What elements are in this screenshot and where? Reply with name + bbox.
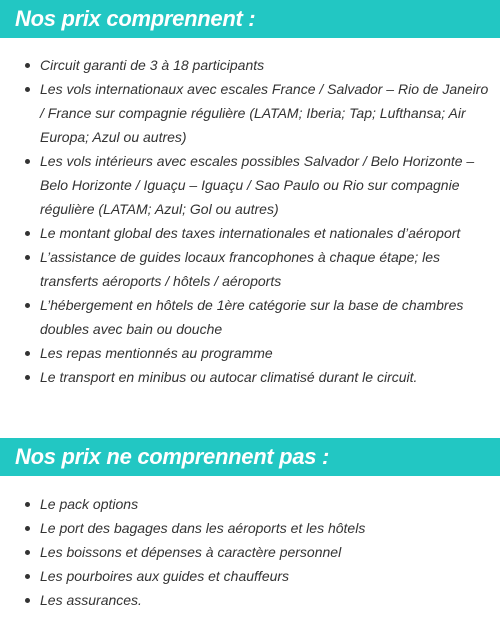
list-item [0, 492, 500, 516]
list-item-text: Les pourboires aux guides et chauffeurs [40, 568, 290, 584]
bullet-icon [25, 351, 30, 356]
bullet-icon [25, 574, 30, 579]
included-list [0, 53, 500, 389]
list-item [0, 516, 500, 540]
list-item [0, 53, 500, 77]
list-item-text: Le montant global des taxes internationales et nationales d’aéroport [40, 225, 461, 241]
excluded-section-title: Nos prix ne comprennent pas : [0, 438, 500, 476]
bullet-icon [25, 159, 30, 164]
list-item [0, 221, 500, 245]
excluded-list [0, 492, 500, 612]
bullet-icon [25, 375, 30, 380]
list-item-text: Circuit garanti de 3 à 18 participants [40, 57, 265, 73]
included-section-title: Nos prix comprennent : [0, 0, 500, 38]
bullet-icon [25, 87, 30, 92]
list-item [0, 293, 500, 341]
bullet-icon [25, 255, 30, 260]
bullet-icon [25, 231, 30, 236]
bullet-icon [25, 502, 30, 507]
list-item [0, 341, 500, 365]
list-item [0, 149, 500, 221]
list-item [0, 588, 500, 612]
list-item-text: Le pack options [40, 496, 139, 512]
bullet-icon [25, 526, 30, 531]
list-item-text: Les vols internationaux avec escales France / Salvador – Rio de Janeiro / France sur compagnie régulière (LATAM; Iberia; Tap; Lufthansa; Air Europa; Azul ou autres) [40, 81, 489, 145]
list-item-text: L’hébergement en hôtels de 1ère catégorie sur la base de chambres doubles avec bain ou douche [40, 297, 464, 337]
list-item-text: Les assurances. [40, 592, 142, 608]
list-item-text: Les boissons et dépenses à caractère personnel [40, 544, 342, 560]
list-item-text: Les repas mentionnés au programme [40, 345, 273, 361]
bullet-icon [25, 550, 30, 555]
list-item-text: Le transport en minibus ou autocar climatisé durant le circuit. [40, 369, 418, 385]
list-item [0, 245, 500, 293]
list-item-text: Les vols intérieurs avec escales possibles Salvador / Belo Horizonte – Belo Horizonte / Iguaçu – Iguaçu / Sao Paulo ou Rio sur compagnie régulière (LATAM; Azul; Gol ou autres) [40, 153, 475, 217]
bullet-icon [25, 598, 30, 603]
list-item [0, 564, 500, 588]
list-item [0, 540, 500, 564]
list-item [0, 77, 500, 149]
bullet-icon [25, 63, 30, 68]
list-item [0, 365, 500, 389]
list-item-text: L’assistance de guides locaux francophones à chaque étape; les transferts aéroports / hôtels / aéroports [40, 249, 441, 289]
list-item-text: Le port des bagages dans les aéroports et les hôtels [40, 520, 366, 536]
bullet-icon [25, 303, 30, 308]
